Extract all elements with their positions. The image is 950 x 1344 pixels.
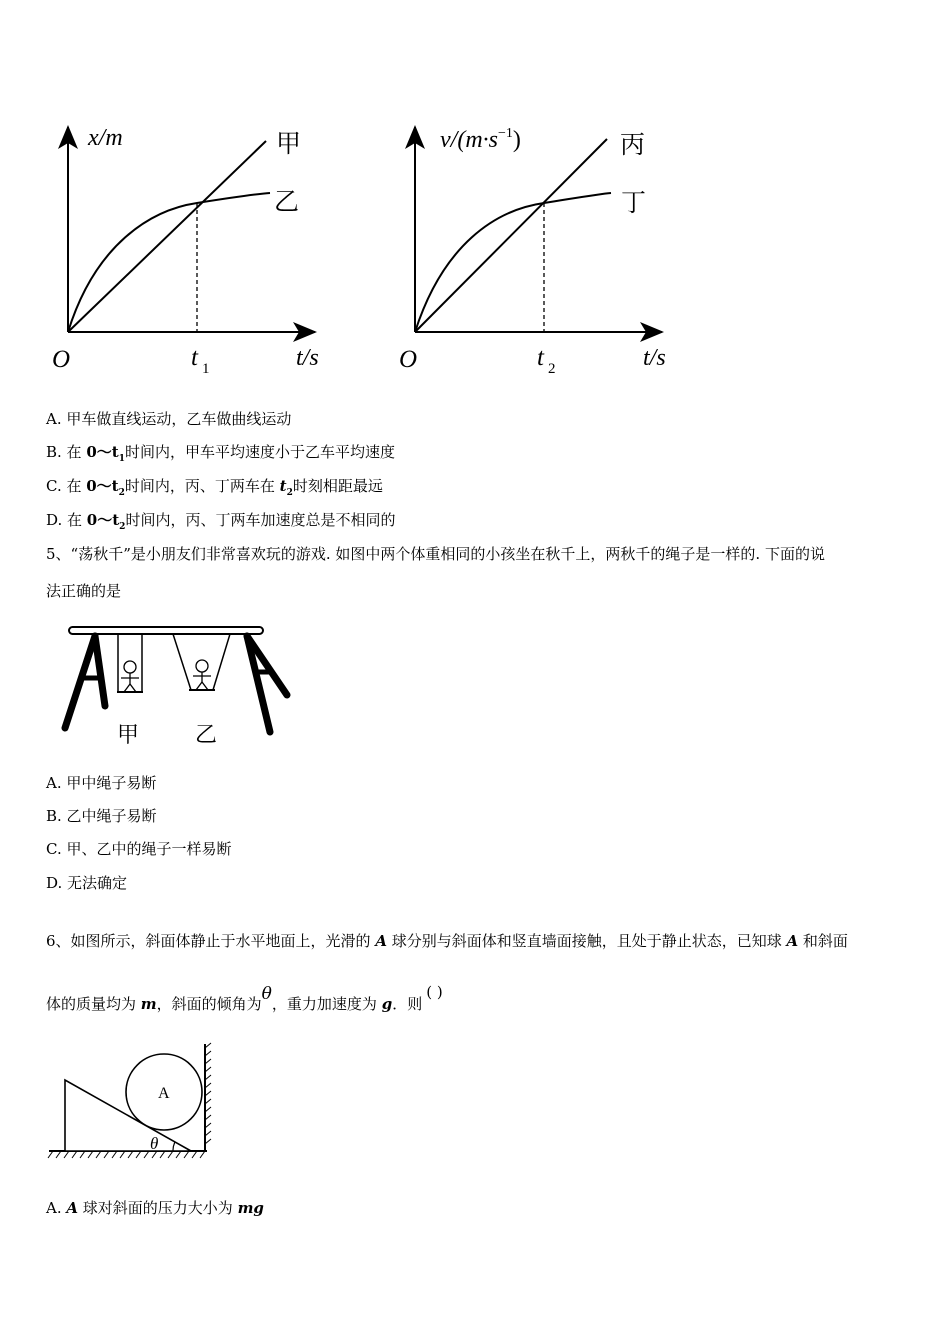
q5-option-a: A. 甲中绳子易断 <box>46 774 157 792</box>
q4-option-b: B. 在 $0\sim t_1$时间内，甲车平均速度小于乙车平均速度 <box>46 443 395 464</box>
origin-label: O <box>399 346 418 373</box>
q5-option-c: C. 甲、乙中的绳子一样易断 <box>46 840 232 858</box>
t2-label: t <box>537 344 544 371</box>
curve-yi <box>68 193 270 332</box>
curve-ding-label: 丁 <box>621 188 647 217</box>
x-axis-label: t/s <box>296 345 319 371</box>
y-axis-label: $v/(m\cdot s^{-1})$ <box>440 126 521 153</box>
swing-top-bar <box>69 627 263 634</box>
swing-figure <box>55 620 305 755</box>
ball-a-label: A <box>158 1085 170 1102</box>
q5-option-b: B. 乙中绳子易断 <box>46 807 157 825</box>
curve-ding <box>415 193 611 332</box>
curve-yi-label: 乙 <box>274 187 300 216</box>
q4-option-d: D. 在 $0\sim t_2$时间内，丙、丁两车加速度总是不相同的 <box>46 511 396 532</box>
q4-option-c: C. 在 $0\sim t_2$时间内，丙、丁两车在 $t_2$时刻相距最远 <box>46 477 383 498</box>
origin-label: O <box>52 346 71 373</box>
y-axis-label: x/m <box>88 125 123 151</box>
q6-option-a: A. A 球对斜面的压力大小为 mg <box>46 1199 264 1217</box>
q4-option-a: A. 甲车做直线运动，乙车做曲线运动 <box>46 410 292 428</box>
line-bing <box>415 139 607 332</box>
q6-stem-line1: 6、如图所示，斜面体静止于水平地面上，光滑的 A 球分别与斜面体和竖直墙面接触，且处于静止状态，已知球 A 和斜面 <box>46 932 848 950</box>
swing-label-yi: 乙 <box>195 723 218 748</box>
x-axis-label: t/s <box>643 345 666 371</box>
q5-option-d: D. 无法确定 <box>46 874 128 892</box>
q5-stem-line2: 法正确的是 <box>46 582 122 600</box>
angle-theta-label: θ <box>150 1134 159 1153</box>
t1-sub: 1 <box>202 361 210 377</box>
incline-figure <box>45 1038 215 1163</box>
vt-graph <box>385 115 695 385</box>
t2-sub: 2 <box>548 361 556 377</box>
q5-stem-line1: 5、“荡秋千”是小朋友们非常喜欢玩的游戏. 如图中两个体重相同的小孩坐在秋千上，两秋千的绳子是一样的. 下面的说 <box>46 545 825 563</box>
line-jia-label: 甲 <box>276 129 302 158</box>
swing-label-jia: 甲 <box>117 723 140 748</box>
line-bing-label: 丙 <box>620 130 646 159</box>
line-jia <box>68 141 266 332</box>
t1-label: t <box>191 344 198 371</box>
q6-stem-line2: 体的质量均为 m，斜面的倾角为θ，重力加速度为 g．则( ) <box>46 983 443 1013</box>
xt-graph <box>40 115 350 385</box>
